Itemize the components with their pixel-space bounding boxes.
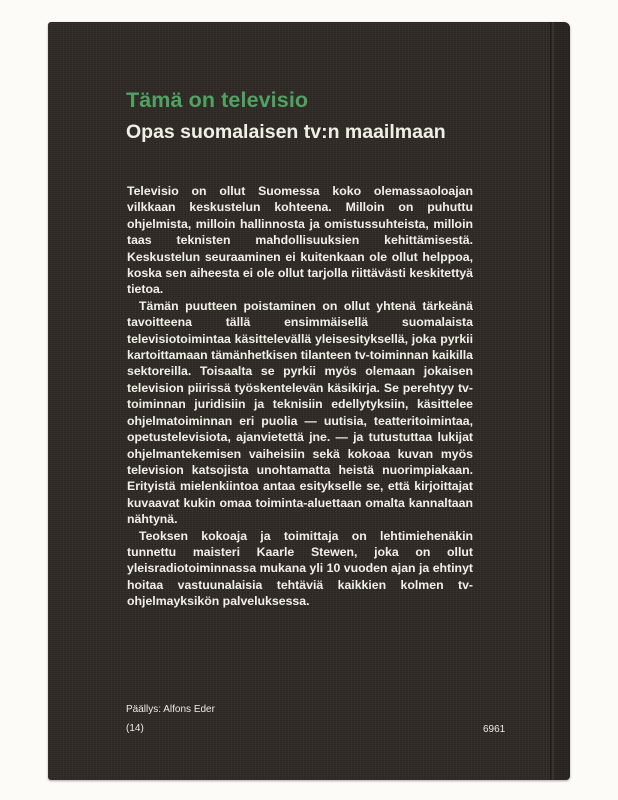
book-back-cover bbox=[48, 22, 570, 780]
blurb-paragraph: Tämän puutteen poistaminen on ollut yhtenä tärkeänä tavoitteena tällä ensimmäisellä suomalaista televisiotoimintaa käsittelevällä yleisesityksellä, joka pyrkii kartoittamaan tämänhetkisen tilanteen tv-toiminnan kaikilla sektoreilla. Toisaalta se pyrkii myös olemaan jokaisen television piirissä työskentelevän käsikirja. Se perehtyy tv-toiminnan juridisiin ja teknisiin edellytyksiin, käsittelee ohjelmatoiminnan eri puolia — uutisia, teatteritoimintaa, opetustelevisiota, ajanvietettä jne. — ja tutustuttaa lukijat ohjelmantekemisen vaiheisiin sekä kokoaa kuvan myös television katsojista unohtamatta heistä nuorimpiakaan. Erityistä mielenkiintoa antaa esitykselle se, että kirjoittajat kuvaavat kukin omaa toiminta-aluettaan omalta kannaltaan nähtynä. bbox=[127, 298, 473, 527]
cover-credit: Päällys: Alfons Eder bbox=[126, 704, 215, 715]
blurb-paragraph: Teoksen kokoaja ja toimittaja on lehtimiehenäkin tunnettu maisteri Kaarle Stewen, joka on ollut yleisradiotoiminnassa mukana yli 10 vuoden ajan ja ehtinyt hoitaa vastuunalaisia tehtäviä kaikkien kolmen tv-ohjelmayksikön palveluksessa. bbox=[127, 528, 473, 609]
blurb-paragraph: Televisio on ollut Suomessa koko olemassaoloajan vilkkaan keskustelun kohteena. Milloin on puhuttu ohjelmista, milloin hallinnosta ja omistussuhteista, milloin taas teknisten mahdollisuuksien kehittämisestä. Keskustelun seuraaminen ei kuitenkaan ole ollut helppoa, koska sen aiheesta ei ole ollut tarjolla riittävästi keskitettyä tietoa. bbox=[127, 184, 473, 297]
book-subtitle: Opas suomalaisen tv:n maailmaan bbox=[126, 121, 446, 143]
series-code: (14) bbox=[126, 723, 144, 734]
blurb-text bbox=[127, 183, 473, 610]
catalog-number: 6961 bbox=[483, 724, 506, 735]
book-spine bbox=[555, 22, 570, 780]
book-title: Tämä on televisio bbox=[126, 88, 309, 112]
